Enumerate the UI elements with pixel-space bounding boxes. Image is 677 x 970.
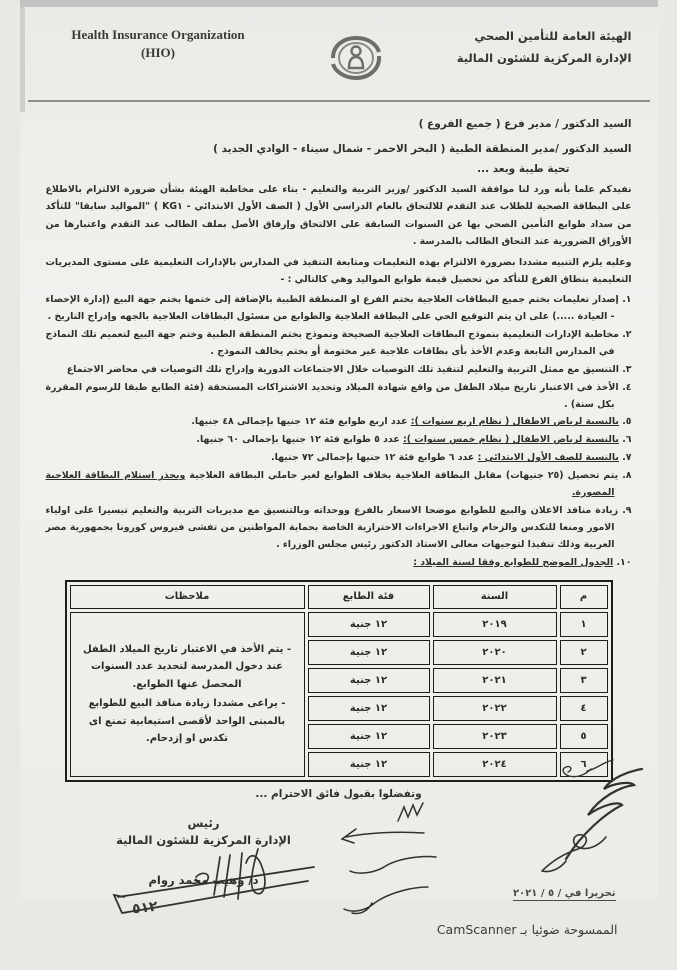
stamps-table <box>65 580 613 782</box>
cell-fee: ١٢ جنية <box>308 696 430 721</box>
scan-edge-top <box>20 0 658 7</box>
cell-num: ١ <box>560 612 608 637</box>
signature-title: رئيس <box>102 816 306 830</box>
instructions-list <box>46 292 632 572</box>
table-row <box>70 612 608 637</box>
cell-fee: ١٢ جنية <box>308 724 430 749</box>
table-header-row <box>70 585 608 609</box>
greeting-line: تحية طيبة وبعد ... <box>46 163 632 175</box>
note-line: - يتم الأخذ في الاعتبار تاريخ الميلاد الطفل عند دخول المدرسة لتحديد عدد السنوات المحصل عنها الطوابع. <box>79 641 296 694</box>
cell-year: ٢٠٢١ <box>433 668 557 693</box>
cell-fee: ١٢ جنية <box>308 668 430 693</box>
cell-num: ٥ <box>560 724 608 749</box>
cell-fee: ١٢ جنية <box>308 640 430 665</box>
scan-edge-left <box>20 7 25 112</box>
hio-logo-icon <box>311 26 401 84</box>
camscanner-note: الممسوحة ضوئيا بـ CamScanner <box>437 922 618 937</box>
cell-year: ٢٠٢٣ <box>433 724 557 749</box>
cell-num: ٤ <box>560 696 608 721</box>
cell-year: ٢٠٢٠ <box>433 640 557 665</box>
cell-notes <box>70 612 305 777</box>
cell-fee: ١٢ جنية <box>308 752 430 777</box>
list-item: ٢. مخاطبة الإدارات التعليمية بنموذج البطاقات العلاجية الصحيحة ونموذج بختم المنطقة الطبية وختم جهة البيع لتعميم تلك النماذج في المدارس التابعة وعدم الأخذ بأى بطاقات علاجية غير مختومة أو بختم يخالف النموذج . <box>46 327 632 361</box>
org-name-english <box>46 26 271 61</box>
cell-num: ٦ <box>560 752 608 777</box>
org-en-line2: (HIO) <box>46 44 271 62</box>
org-ar-line1: الهيئة العامة للتأمين الصحي <box>442 26 632 48</box>
directive-paragraph: وعليه يلزم التنبيه مشددا بضرورة الالتزام بهذه التعليمات ومتابعة التنفيذ في المدارس بالإدارات التعليمية على مستوى المديريات التعليمية بنطاق الفرع للتأكد من تحصيل قيمة طوابع المواليد وهي كالتالي : - <box>46 254 632 288</box>
cell-fee: ١٢ جنية <box>308 612 430 637</box>
cell-num: ٣ <box>560 668 608 693</box>
list-item: ٨. يتم تحصيل (٢٥ جنيهات) مقابل البطاقة العلاجية بخلاف الطوابع لغير حاملي البطاقة العلاجية ويحذر استلام البطاقة العلاجية المصورة. <box>46 468 632 502</box>
header-cell-fee: فئة الطابع <box>308 585 430 609</box>
list-item: ٣. التنسيق مع ممثل التربية والتعليم لتنفيذ تلك التوصيات خلال الاجتماعات الدورية وإدراج تلك التوصيات في محاضر الاجتماع <box>46 362 632 379</box>
scanned-letter-page <box>20 0 658 900</box>
list-item: ٤. الأخذ في الاعتبار تاريخ ميلاد الطفل من واقع شهادة الميلاد وتحديد الاشتراكات المستحقة (فئة الطابع طبقا للرسوم المقررة بكل سنة) . <box>46 380 632 414</box>
signature-zone <box>46 800 632 970</box>
list-item: ١. إصدار تعليمات بختم جميع البطاقات العلاجية بختم الفرع او المنطقة الطبية بالإضافة إلى ختمها بختم جهة البيع (إدارة الإحصاء - العيادة .....) على ان يتم التوقيع الحي على البطاقة العلاجية والطوابع من مسئول البطاقات العلاجية بالجهه وإدراج التاريخ . <box>46 292 632 326</box>
addressee-line-2: السيد الدكتور /مدير المنطقة الطبية ( البحر الاحمر - شمال سيناء - الوادي الجديد ) <box>46 137 632 162</box>
org-en-line1: Health Insurance Organization <box>46 26 271 44</box>
addressee-line-1: السيد الدكتور / مدير فرع ( جميع الفروع ) <box>46 112 632 137</box>
handwritten-number: ٥١٢ <box>131 898 158 917</box>
header-cell-year: السنة <box>433 585 557 609</box>
letter-body <box>20 102 658 970</box>
list-item: ١٠. الجدول الموضح للطوابع وفقا لسنة الميلاد : <box>46 555 632 572</box>
cell-year: ٢٠٢٤ <box>433 752 557 777</box>
header-cell-num: م <box>560 585 608 609</box>
list-item: ٦. بالنسبة لرياض الاطفال ( نظام خمس سنوات ): عدد ٥ طوابع فئة ١٢ جنيها بإجمالى ٦٠ جنيها. <box>46 432 632 449</box>
letterhead <box>20 0 658 84</box>
org-name-arabic <box>442 26 632 70</box>
org-ar-line2: الإدارة المركزية للشئون المالية <box>442 48 632 70</box>
closing-line: وتفضلوا بقبول فائق الاحترام ... <box>46 788 632 800</box>
signature-name: د/ وهيب محمد روام <box>102 873 306 887</box>
list-item: ٧. بالنسبة للصف الأول الابتدائي : عدد ٦ طوابع فئة ١٢ جنيها بإجمالى ٧٢ جنيها. <box>46 450 632 467</box>
note-line: - يراعى مشددا زيادة منافذ البيع للطوابع بالمبنى الواحد لأقصى استيعابية تمنع اى تكدس او إزدحام. <box>79 695 296 748</box>
header-cell-notes: ملاحظات <box>70 585 305 609</box>
date-line: تحريرا في / ٥ / ٢٠٢١ <box>513 888 616 901</box>
cell-year: ٢٠١٩ <box>433 612 557 637</box>
cell-num: ٢ <box>560 640 608 665</box>
list-item: ٥. بالنسبة لرياض الاطفال ( نظام اربع سنوات ): عدد اربع طوابع فئة ١٢ جنيها بإجمالى ٤٨ جنيها. <box>46 414 632 431</box>
list-item: ٩. زيادة منافذ الاعلان والبيع للطوابع موضحا الاسعار بالفرع ووحداته وبالتنسيق مع مديريات التربية والتعليم تيسيرا على اولياء الامور ومنعا للتكدس والزحام واتباع الاجراءات الاحترازية الخاصة بحماية المواطنين من تفشى فيروس كورونا بجمهورية مصر العربية وذلك تنفيذا لتوجيهات معالى الاستاذ الدكتور رئيس مجلس الوزراء . <box>46 503 632 554</box>
intro-paragraph: نفيدكم علما بأنه ورد لنا موافقة السيد الدكتور /وزير التربية والتعليم - بناء على مخاطبة الهيئة بشأن ضرورة الالتزام بالاطلاع على البطاقة الصحية للطلاب عند التقدم للالتحاق بالعام الدراسي الأول ( الصف الأول الابتدائي - KG١ ) "المواليد سابقا" للتأكد من سداد طوابع التأمين الصحي بها عن السنوات السابقة على الالتحاق وإرفاق الأصل بملف الطالب عند التقدم واعتبارها من الأوراق الضرورية عند التحاق الطالب بالمدرسة . <box>46 181 632 249</box>
cell-year: ٢٠٢٢ <box>433 696 557 721</box>
signature-block <box>102 816 306 887</box>
signature-subtitle: الإدارة المركزية للشئون المالية <box>102 833 306 847</box>
